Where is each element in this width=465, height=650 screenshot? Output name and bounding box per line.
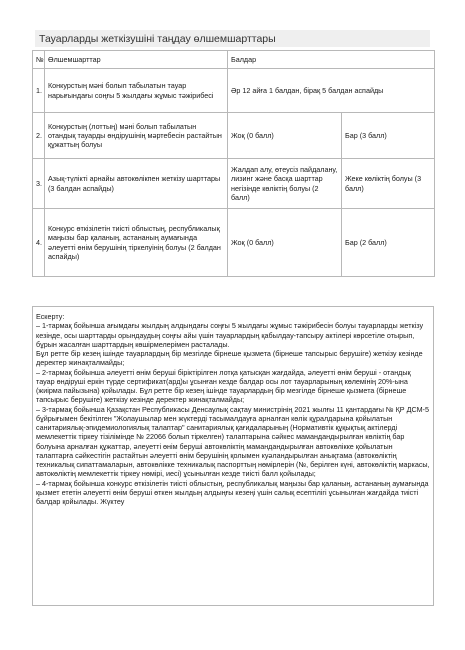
table-row bbox=[33, 69, 435, 113]
header-scores: Балдар bbox=[228, 51, 435, 69]
table-header-row bbox=[33, 51, 435, 69]
header-number: № bbox=[33, 51, 45, 69]
row-score-absent: Жоқ (0 балл) bbox=[228, 209, 342, 277]
row-score-present: Бар (2 балл) bbox=[342, 209, 435, 277]
header-criteria: Өлшемшарттар bbox=[45, 51, 228, 69]
row-criterion: Конкурстың (лоттың) мәні болып табылатын отандық тауарды өндірушінің мәртебесін растайтын құжаттың болуы bbox=[45, 113, 228, 159]
row-number: 3. bbox=[33, 159, 45, 209]
row-score-rented: Жалдап алу, өтеусіз пайдалану, лизинг және басқа шарттар негізінде көліктің болуы (2 балл) bbox=[228, 159, 342, 209]
page-title: Тауарларды жеткізушіні таңдау өлшемшарттары bbox=[35, 30, 430, 47]
table-row bbox=[33, 159, 435, 209]
notes-section bbox=[32, 306, 434, 606]
row-criterion: Конкурс өткізілетін тиісті облыстың, республикалық маңызы бар қаланың, астананың аумағында әлеуетті өнім берушінің тіркелуінің болуы (2 балдан аспайды) bbox=[45, 209, 228, 277]
row-criterion: Конкурстың мәні болып табылатын тауар нарығындағы соңғы 5 жылдағы жұмыс тәжірибесі bbox=[45, 69, 228, 113]
note-paragraph: – 3-тармақ бойынша Қазақстан Республикасы Денсаулық сақтау министрінің 2021 жылғы 11 қантардағы № ҚР ДСМ-5 бұйрығымен бекітілген "Жолаушылар мен жүктерді тасымалдауға арналған көлік құралдарына қойылатын санитариялық-эпидемиологиялық талаптар" санитариялық қағидаларының (Нормативтік құқықтық актілерді мемлекеттік тіркеу тізілімінде № 22066 болып тіркелген) талаптарына сәйкес мамандандырылған көліктің бар болуына арналған құжаттар, әлеуетті өнім беруші автокөліктің мамандандырылған автокөлікке қойылатын талаптарға сәйкестігін растайтын әлеуетті өнім берушінің қолымен куәландырылған анықтама (автокөліктің техникалық сипаттамаларын, автокөлікке техникалық паспорттың нөмірлерін (№, берілген күні, автокөліктің маркасы, автокөліктің мемлекеттік тіркеу нөмірі, иесі) ұсынылған кезде тиісті балл қойылады; bbox=[36, 404, 430, 479]
table-row bbox=[33, 209, 435, 277]
row-number: 4. bbox=[33, 209, 45, 277]
note-paragraph: Бұл ретте бір кезең ішінде тауарлардың бір мезгілде бірнеше қызмета (бірнеше тапсырыс берушіге) жеткізу кезінде деректер жинақталмайды; bbox=[36, 349, 423, 368]
row-number: 2. bbox=[33, 113, 45, 159]
row-criterion: Азық-түлікті арнайы автокөлікпен жеткізу шарттары (3 балдан аспайды) bbox=[45, 159, 228, 209]
row-score: Әр 12 айға 1 балдан, бірақ 5 балдан аспайды bbox=[228, 69, 435, 113]
note-paragraph: – 2-тармақ бойынша әлеуетті өнім беруші біріктірілген лотқа қатысқан жағдайда, әлеуетті өнім беруші - отандық тауар өндіруші еркін түрде сертификат(ард)ы ұсынған кезде балдар осы лот тауарларының көлемінің 20%-ына (жиірма пайызына) қойылады. Бұл ретте бір кезең ішінде тауарлардың бір мезгілде бірнеше қызмета (бірнеше тапсырыс берушіге) жеткізу кезінде деректер жинақталмайды; bbox=[36, 367, 411, 405]
note-paragraph: – 4-тармақ бойынша конкурс өткізілетін тиісті облыстың, республикалық маңызы бар қаланың, астананың аумағында қызмет ететін әлеуетті өнім беруші өткен жылдың алдыңғы кезеңі үшін салық есептілігі ұсынылған жағдайда тиісті балдар қойылады. Жүктеу bbox=[36, 478, 429, 506]
criteria-table bbox=[32, 50, 435, 277]
table-row bbox=[33, 113, 435, 159]
note-paragraph: – 1-тармақ бойынша ағымдағы жылдың алдындағы соңғы 5 жылдағы жұмыс тәжірибесін болуы тауарларды жеткізу кезінде, осы шарттарды орындаудың соңғы айы үшін тауарлардың қабылдау-тапсыру актілері көрсетіле отырып, бұрын жасалған шарттардың көшірмелерімен расталады. bbox=[36, 321, 424, 349]
row-score-owned: Жеке көліктің болуы (3 балл) bbox=[342, 159, 435, 209]
row-score-present: Бар (3 балл) bbox=[342, 113, 435, 159]
notes-heading: Ескерту: bbox=[36, 312, 65, 321]
row-score-absent: Жоқ (0 балл) bbox=[228, 113, 342, 159]
row-number: 1. bbox=[33, 69, 45, 113]
